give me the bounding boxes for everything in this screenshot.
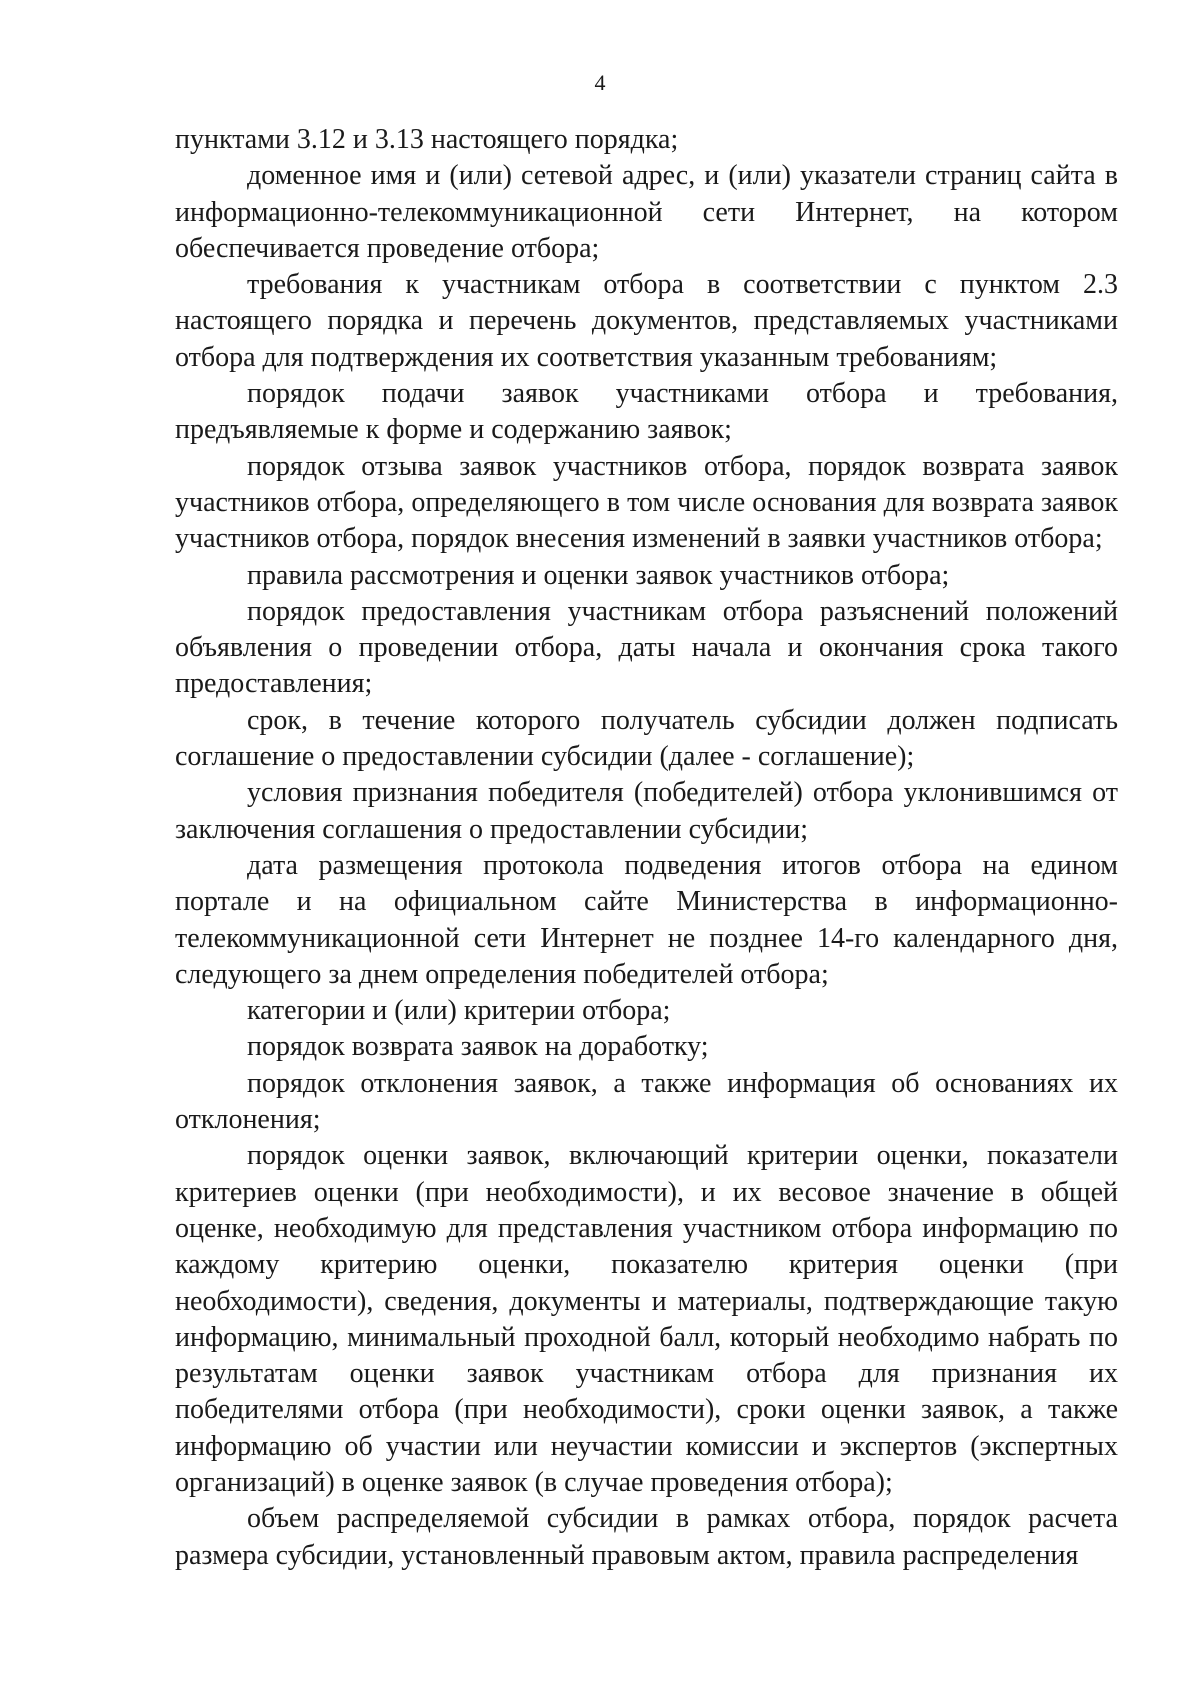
paragraph: порядок отзыва заявок участников отбора, порядок возврата заявок участников отбора, определяющего в том числе основания для возврата заявок участников отбора, порядок внесения изменений в заявки участников отбора; [175,450,1118,555]
paragraph: объем распределяемой субсидии в рамках отбора, порядок расчета размера субсидии, установленный правовым актом, правила распределения [175,1503,1118,1571]
paragraph: порядок оценки заявок, включающий критерии оценки, показатели критериев оценки (при необходимости), и их весовое значение в общей оценке, необходимую для представления участником отбора информацию по каждому критерию оценки, показателю критерия оценки (при необходимости), сведения, документы и материалы, подтверждающие такую информацию, минимальный проходной балл, который необходимо набрать по результатам оценки заявок участникам отбора для признания их победителями отбора (при необходимости), сроки оценки заявок, а также информацию об участии или неучастии комиссии и экспертов (экспертных организаций) в оценке заявок (в случае проведения отбора); [175,1140,1118,1498]
paragraph: порядок возврата заявок на доработку; [247,1031,709,1063]
paragraph: дата размещения протокола подведения итогов отбора на едином портале и на официальном сайте Министерства в информационно-телекоммуникационной сети Интернет не позднее 14-го календарного дня, следующего за днем определения победителей отбора; [175,849,1118,990]
paragraph: условия признания победителя (победителей) отбора уклонившимся от заключения соглашения о предоставлении субсидии; [175,777,1118,845]
paragraph: доменное имя и (или) сетевой адрес, и (или) указатели страниц сайта в информационно-телекоммуникационной сети Интернет, на котором обеспечивается проведение отбора; [175,160,1118,264]
paragraph: категории и (или) критерии отбора; [247,995,671,1027]
paragraph: порядок подачи заявок участниками отбора и требования, предъявляемые к форме и содержанию заявок; [175,378,1118,446]
paragraph: требования к участникам отбора в соответствии с пунктом 2.3 настоящего порядка и перечень документов, представляемых участниками отбора для подтверждения их соответствия указанным требованиям; [175,269,1118,373]
paragraph: правила рассмотрения и оценки заявок участников отбора; [247,559,950,591]
paragraph: пунктами 3.12 и 3.13 настоящего порядка; [175,124,679,155]
paragraph: порядок предоставления участникам отбора разъяснений положений объявления о проведении отбора, даты начала и окончания срока такого предоставления; [175,595,1118,700]
paragraph: порядок отклонения заявок, а также информация об основаниях их отклонения; [175,1067,1118,1136]
document-body [175,122,1118,1574]
paragraph: срок, в течение которого получатель субсидии должен подписать соглашение о предоставлении субсидии (далее - соглашение); [175,704,1118,773]
page-number: 4 [594,70,606,95]
